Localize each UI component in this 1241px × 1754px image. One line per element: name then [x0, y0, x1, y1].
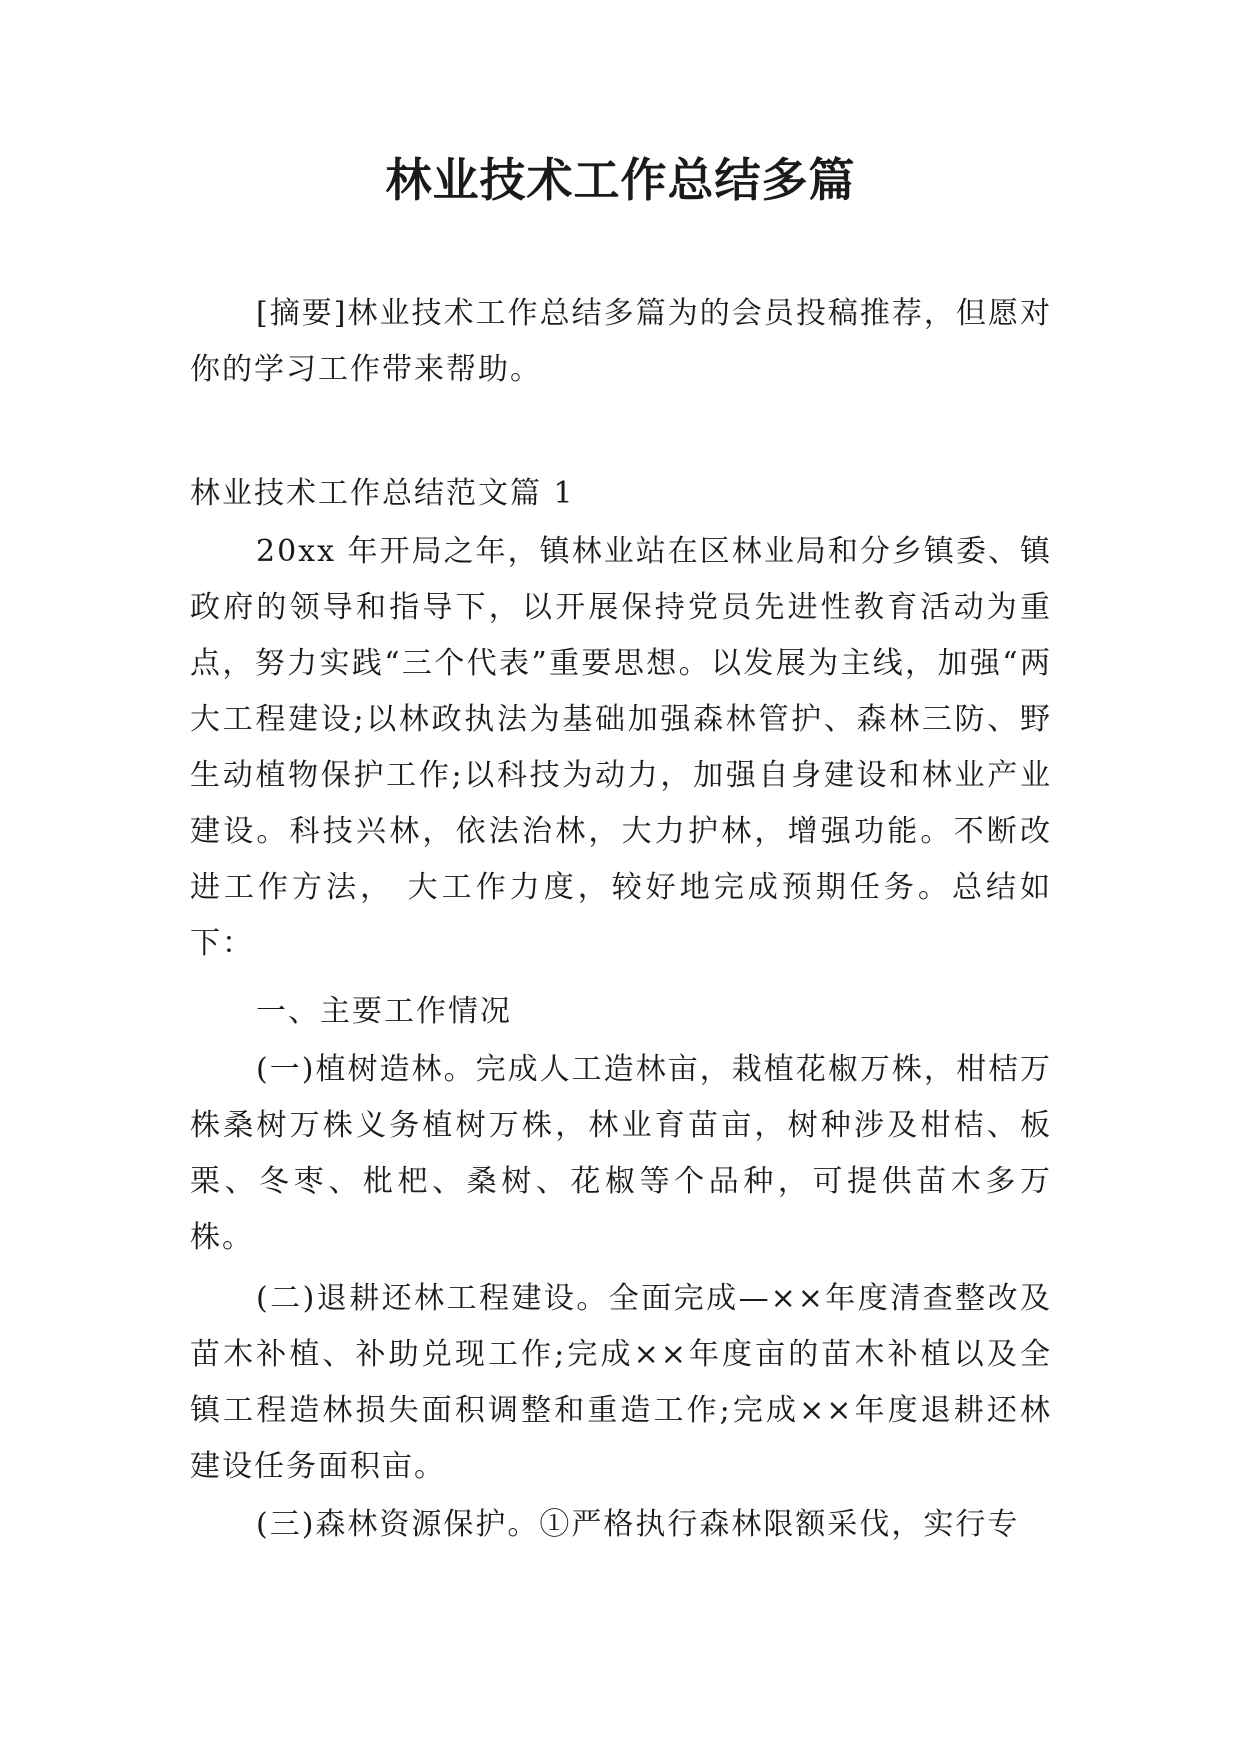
- abstract-paragraph: [摘要]林业技术工作总结多篇为的会员投稿推荐，但愿对你的学习工作带来帮助。: [190, 296, 1052, 387]
- section-title: 林业技术工作总结范文篇 1: [190, 476, 575, 511]
- body-paragraph-reforestation: (二)退耕还林工程建设。全面完成—××年度清查整改及苗木补植、补助兑现工作;完成××年度亩的苗木补植以及全镇工程造林损失面积调整和重造工作;完成××年度退耕还林建设任务面积亩。: [190, 1281, 1052, 1484]
- body-paragraph-intro: 20xx 年开局之年，镇林业站在区林业局和分乡镇委、镇政府的领导和指导下，以开展保持党员先进性教育活动为重点，努力实践“三个代表”重要思想。以发展为主线，加强“两大工程建设;以林政执法为基础加强森林管护、森林三防、野生动植物保护工作;以科技为动力，加强自身建设和林业产业建设。科技兴林，依法治林，大力护林，增强功能。不断改进工作方法， 大工作力度，较好地完成预期任务。总结如下：: [190, 534, 1052, 961]
- body-paragraph-forest-protection: (三)森林资源保护。①严格执行森林限额采伐，实行专: [256, 1507, 1020, 1542]
- document-title: 林业技术工作总结多篇: [385, 153, 856, 207]
- body-paragraph-afforestation: (一)植树造林。完成人工造林亩，栽植花椒万株，柑桔万株桑树万株义务植树万株，林业育苗亩，树种涉及柑桔、板栗、冬枣、枇杷、桑树、花椒等个品种，可提供苗木多万株。: [190, 1052, 1052, 1255]
- section-heading-main-work: 一、主要工作情况: [256, 994, 512, 1029]
